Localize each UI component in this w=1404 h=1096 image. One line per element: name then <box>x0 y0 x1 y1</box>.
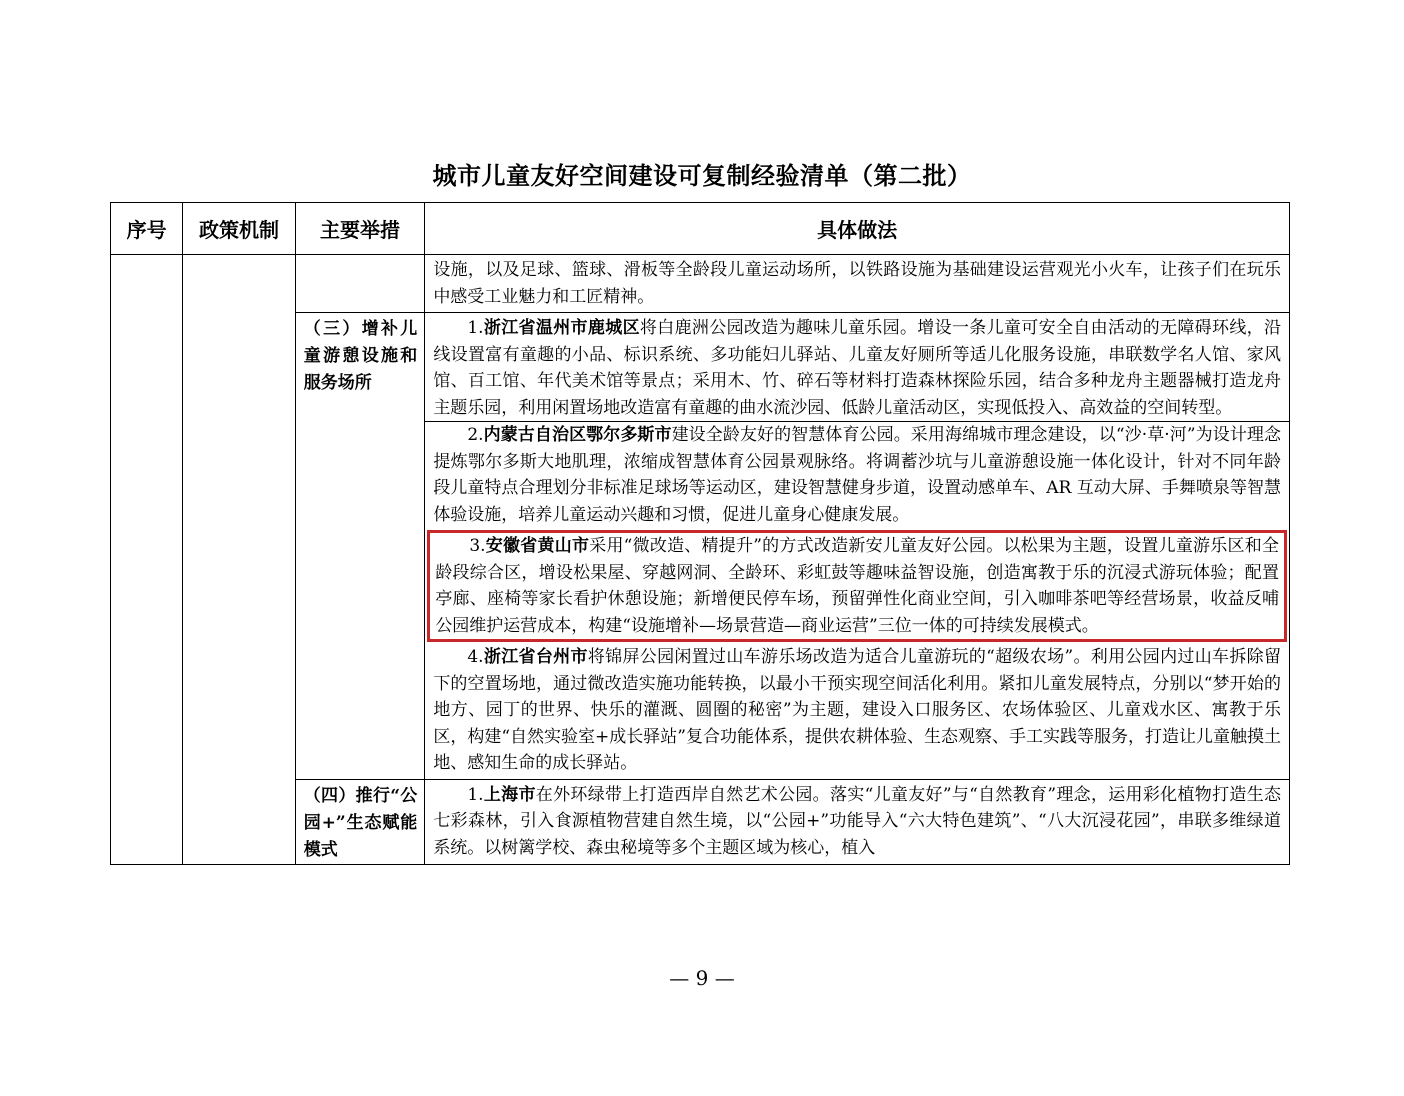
item-location: 浙江省台州市 <box>483 647 588 667</box>
item-text: 建设全龄友好的智慧体育公园。采用海绵城市理念建设，以“沙·草·河”为设计理念提炼鄂尔多斯大地肌理，浓缩成智慧体育公园景观脉络。将调蓄沙坑与儿童游憩设施一体化设计，针对不同年龄段儿童特点合理划分非标准足球场等运动区，建设智慧健身步道，设置动感单车、AR 互动大屏、手舞喷泉等智慧体验设施，培养儿童运动兴趣和习惯，促进儿童身心健康发展。 <box>433 425 1281 525</box>
item-number: 1. <box>467 784 484 805</box>
page-title: 城市儿童友好空间建设可复制经验清单（第二批） <box>432 161 972 190</box>
practice-item-4 <box>433 644 1281 777</box>
policy-table <box>110 202 1290 865</box>
measure-label-section3: （三）增补儿童游憩设施和服务场所 <box>303 319 418 393</box>
item-location: 安徽省黄山市 <box>485 536 590 556</box>
item-text: 在外环绿带上打造西岸自然艺术公园。落实“儿童友好”与“自然教育”理念，运用彩化植物打造生态七彩森林，引入食源植物营建自然生境，以“公园+”功能导入“六大特色建筑”、“八大沉浸花园”，串联多维绿道系统。以树篱学校、森虫秘境等多个主题区域为核心，植入 <box>433 784 1282 858</box>
mechanism-cell <box>183 255 295 865</box>
item-number: 3. <box>469 536 486 556</box>
table-row <box>111 255 1290 313</box>
item-location: 浙江省温州市鹿城区 <box>483 318 640 338</box>
measure-cell-section4 <box>295 779 425 864</box>
measure-label-section4: （四）推行“公园+”生态赋能模式 <box>303 785 418 860</box>
item-location: 上海市 <box>483 784 536 805</box>
practice-item-3 <box>435 533 1279 639</box>
highlight-box <box>427 530 1287 642</box>
item-number: 4. <box>467 647 484 667</box>
measure-cell-section3 <box>295 313 425 780</box>
item-number: 1. <box>467 318 484 338</box>
item-number: 2. <box>467 425 484 445</box>
header-seq: 序号 <box>111 203 183 255</box>
item-location: 内蒙古自治区鄂尔多斯市 <box>483 425 672 445</box>
practice-item-1 <box>433 782 1281 862</box>
page-number: — 9 — <box>669 966 735 990</box>
measure-cell-empty <box>295 255 425 313</box>
continuation-paragraph: 设施，以及足球、篮球、滑板等全龄段儿童运动场所，以铁路设施为基础建设运营观光小火车，让孩子们在玩乐中感受工业魅力和工匠精神。 <box>433 260 1281 307</box>
item-text: 将白鹿洲公园改造为趣味儿童乐园。增设一条儿童可安全自由活动的无障碍环线，沿线设置富有童趣的小品、标识系统、多功能妇儿驿站、儿童友好厕所等适儿化服务设施，串联数学名人馆、家风馆、百工馆、年代美术馆等景点；采用木、竹、碎石等材料打造森林探险乐园，结合多种龙舟主题器械打造龙舟主题乐园，利用闲置场地改造富有童趣的曲水流沙园、低龄儿童活动区，实现低投入、高效益的空间转型。 <box>433 318 1281 418</box>
item-text: 将锦屏公园闲置过山车游乐场改造为适合儿童游玩的“超级农场”。利用公园内过山车拆除留下的空置场地，通过微改造实施功能转换，以最小干预实现空间活化利用。紧扣儿童发展特点，分别以“梦开始的地方、园丁的世界、快乐的灌溉、圆圈的秘密”为主题，建设入口服务区、农场体验区、儿童戏水区、寓教于乐区，构建“自然实验室+成长驿站”复合功能体系，提供农耕体验、生态观察、手工实践等服务，打造让儿童触摸土地、感知生命的成长驿站。 <box>433 647 1281 773</box>
practice-cell-section4 <box>425 779 1290 864</box>
header-measure: 主要举措 <box>295 203 425 255</box>
practice-item-1 <box>433 315 1281 421</box>
practice-cell-section3 <box>425 313 1290 780</box>
header-mechanism: 政策机制 <box>183 203 295 255</box>
item-text: 采用“微改造、精提升”的方式改造新安儿童友好公园。以松果为主题，设置儿童游乐区和全龄段综合区，增设松果屋、穿越网洞、全龄环、彩虹鼓等趣味益智设施，创造寓教于乐的沉浸式游玩体验；配置亭廊、座椅等家长看护休憩设施；新增便民停车场，预留弹性化商业空间，引入咖啡茶吧等经营场景，收益反哺公园维护运营成本，构建“设施增补—场景营造—商业运营”三位一体的可持续发展模式。 <box>435 536 1279 636</box>
practice-item-2 <box>433 422 1281 528</box>
header-practice: 具体做法 <box>425 203 1290 255</box>
practice-cell-continuation <box>425 255 1290 313</box>
table-header-row <box>111 203 1290 255</box>
seq-cell <box>111 255 183 865</box>
